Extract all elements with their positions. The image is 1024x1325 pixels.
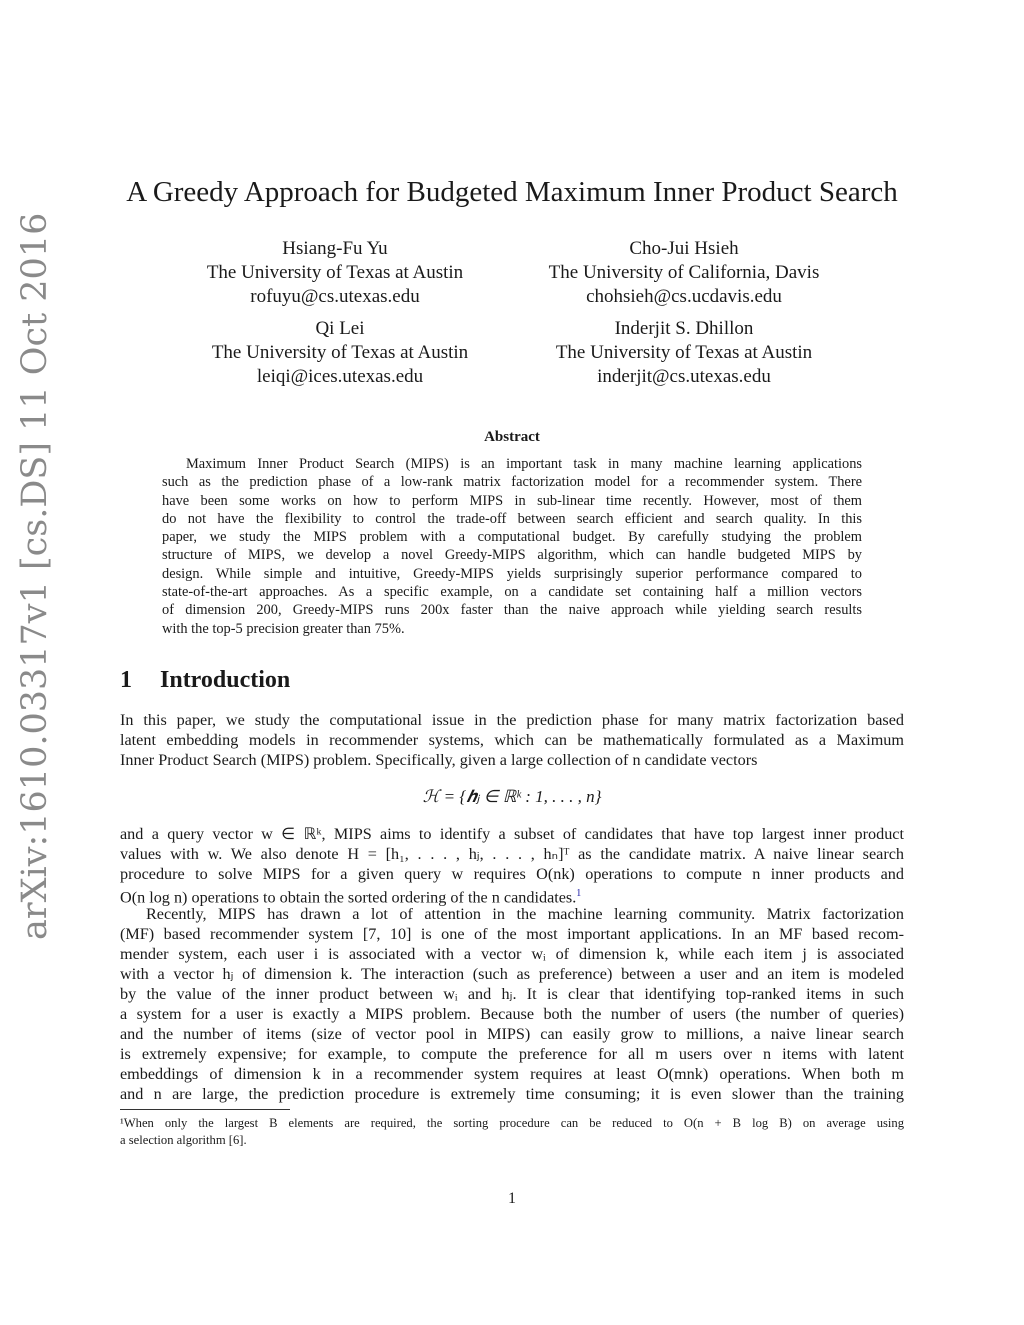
body-line: values with w. We also denote H = [h₁, . . . , hⱼ, . . . , hₙ]ᵀ as the candidate matrix. A naive linear search bbox=[120, 845, 904, 863]
arxiv-identifier: arXiv:1610.03317v1 [cs.DS] 11 Oct 2016 bbox=[15, 212, 55, 940]
author-email: chohsieh@cs.ucdavis.edu bbox=[586, 286, 782, 307]
abstract-heading: Abstract bbox=[484, 429, 540, 445]
author-email: inderjit@cs.utexas.edu bbox=[597, 366, 771, 387]
abstract-line: such as the prediction phase of a low-rank matrix factorization model for a recommender system. There bbox=[162, 474, 862, 491]
section-number: 1 bbox=[120, 667, 132, 693]
body-paragraph bbox=[120, 904, 904, 1104]
section-title: Introduction bbox=[160, 667, 291, 693]
author-email: rofuyu@cs.utexas.edu bbox=[250, 286, 420, 307]
abstract-line: have been some works on how to perform MIPS in sub-linear time recently. However, most of them bbox=[162, 492, 862, 509]
abstract-line: state-of-the-art approaches. As a specific example, on a candidate set containing half a million vectors bbox=[162, 584, 862, 601]
author-name: Hsiang-Fu Yu bbox=[282, 238, 388, 259]
abstract-line: of dimension 200, Greedy-MIPS runs 200x faster than the naive approach while yielding search results bbox=[162, 602, 862, 619]
footnote-marker[interactable]: 1 bbox=[576, 888, 582, 899]
abstract-line: do not have the flexibility to control the trade-off between search efficient and search quality. In this bbox=[162, 510, 862, 527]
footnote-line: a selection algorithm [6]. bbox=[120, 1133, 247, 1147]
body-line: and n are large, the prediction procedure is extremely time consuming; it is even slower than the training bbox=[120, 1085, 904, 1103]
body-line: (MF) based recommender system [7, 10] is one of the most important applications. In an MF based recom- bbox=[120, 925, 904, 943]
body-paragraph bbox=[120, 824, 904, 907]
body-line: by the value of the inner product between wᵢ and hⱼ. It is clear that identifying top-ranked items in such bbox=[120, 985, 904, 1003]
author-name: Qi Lei bbox=[315, 318, 365, 339]
body-line: and the number of items (size of vector pool in MIPS) can easily grow to millions, a naive linear search bbox=[120, 1025, 904, 1043]
display-equation: ℋ = {𝒉ⱼ ∈ ℝᵏ : 1, . . . , n} bbox=[422, 787, 602, 806]
body-line: Inner Product Search (MIPS) problem. Specifically, given a large collection of n candidate vectors bbox=[120, 751, 758, 769]
author-email: leiqi@ices.utexas.edu bbox=[256, 366, 424, 387]
abstract-line: with the top-5 precision greater than 75%. bbox=[162, 620, 405, 637]
intro-paragraph bbox=[120, 710, 904, 770]
page-number: 1 bbox=[508, 1190, 516, 1207]
author-block bbox=[504, 237, 864, 309]
author-affiliation: The University of Texas at Austin bbox=[555, 342, 813, 363]
body-line: is extremely expensive; for example, to compute the preference for all m users over n items with latent bbox=[120, 1045, 904, 1063]
body-line: and a query vector w ∈ ℝᵏ, MIPS aims to identify a subset of candidates that have top largest inner product bbox=[120, 825, 904, 843]
section-heading bbox=[120, 667, 290, 694]
body-line: mender system, each user i is associated with a vector wᵢ of dimension k, while each item j is associated bbox=[120, 945, 904, 963]
body-line: In this paper, we study the computational issue in the prediction phase for many matrix factorization based bbox=[120, 711, 904, 729]
footnote-divider bbox=[120, 1109, 290, 1110]
author-affiliation: The University of Texas at Austin bbox=[211, 342, 469, 363]
author-name: Cho-Jui Hsieh bbox=[629, 238, 739, 259]
body-line: Recently, MIPS has drawn a lot of attention in the machine learning community. Matrix factorization bbox=[146, 905, 904, 923]
abstract-line: paper, we study the MIPS problem with a computational budget. By carefully studying the problem bbox=[162, 529, 862, 546]
paper-title: A Greedy Approach for Budgeted Maximum Inner Product Search bbox=[126, 176, 898, 208]
body-line: a system for a user is exactly a MIPS problem. Because both the number of users (the number of queries) bbox=[120, 1005, 904, 1023]
author-affiliation: The University of Texas at Austin bbox=[206, 262, 464, 283]
abstract-line: structure of MIPS, we develop a novel Greedy-MIPS algorithm, which can handle budgeted MIPS by bbox=[162, 547, 862, 564]
body-line: embeddings of dimension k in a recommender system requires at least O(mnk) operations. When both m bbox=[120, 1065, 904, 1083]
body-line: with a vector hⱼ of dimension k. The interaction (such as preference) between a user and an item is modeled bbox=[120, 965, 904, 983]
footnote bbox=[120, 1115, 904, 1149]
abstract-line: design. While simple and intuitive, Greedy-MIPS yields surprisingly superior performance compared to bbox=[162, 565, 862, 582]
author-block bbox=[160, 317, 520, 389]
abstract-line: Maximum Inner Product Search (MIPS) is an important task in many machine learning applications bbox=[186, 456, 862, 472]
body-line-text: O(n log n) operations to obtain the sorted ordering of the n candidates. bbox=[120, 888, 577, 907]
author-name: Inderjit S. Dhillon bbox=[614, 318, 754, 339]
body-line: latent embedding models in recommender systems, which can be mathematically formulated as a Maximum bbox=[120, 731, 904, 749]
body-line: procedure to solve MIPS for a given query w requires O(nk) operations to compute n inner products and bbox=[120, 865, 904, 883]
abstract-body bbox=[162, 455, 862, 638]
author-affiliation: The University of California, Davis bbox=[548, 262, 820, 283]
author-block bbox=[155, 237, 515, 309]
footnote-line: ¹When only the largest B elements are required, the sorting procedure can be reduced to O(n + B log B) on average using bbox=[120, 1116, 904, 1130]
author-block bbox=[504, 317, 864, 389]
